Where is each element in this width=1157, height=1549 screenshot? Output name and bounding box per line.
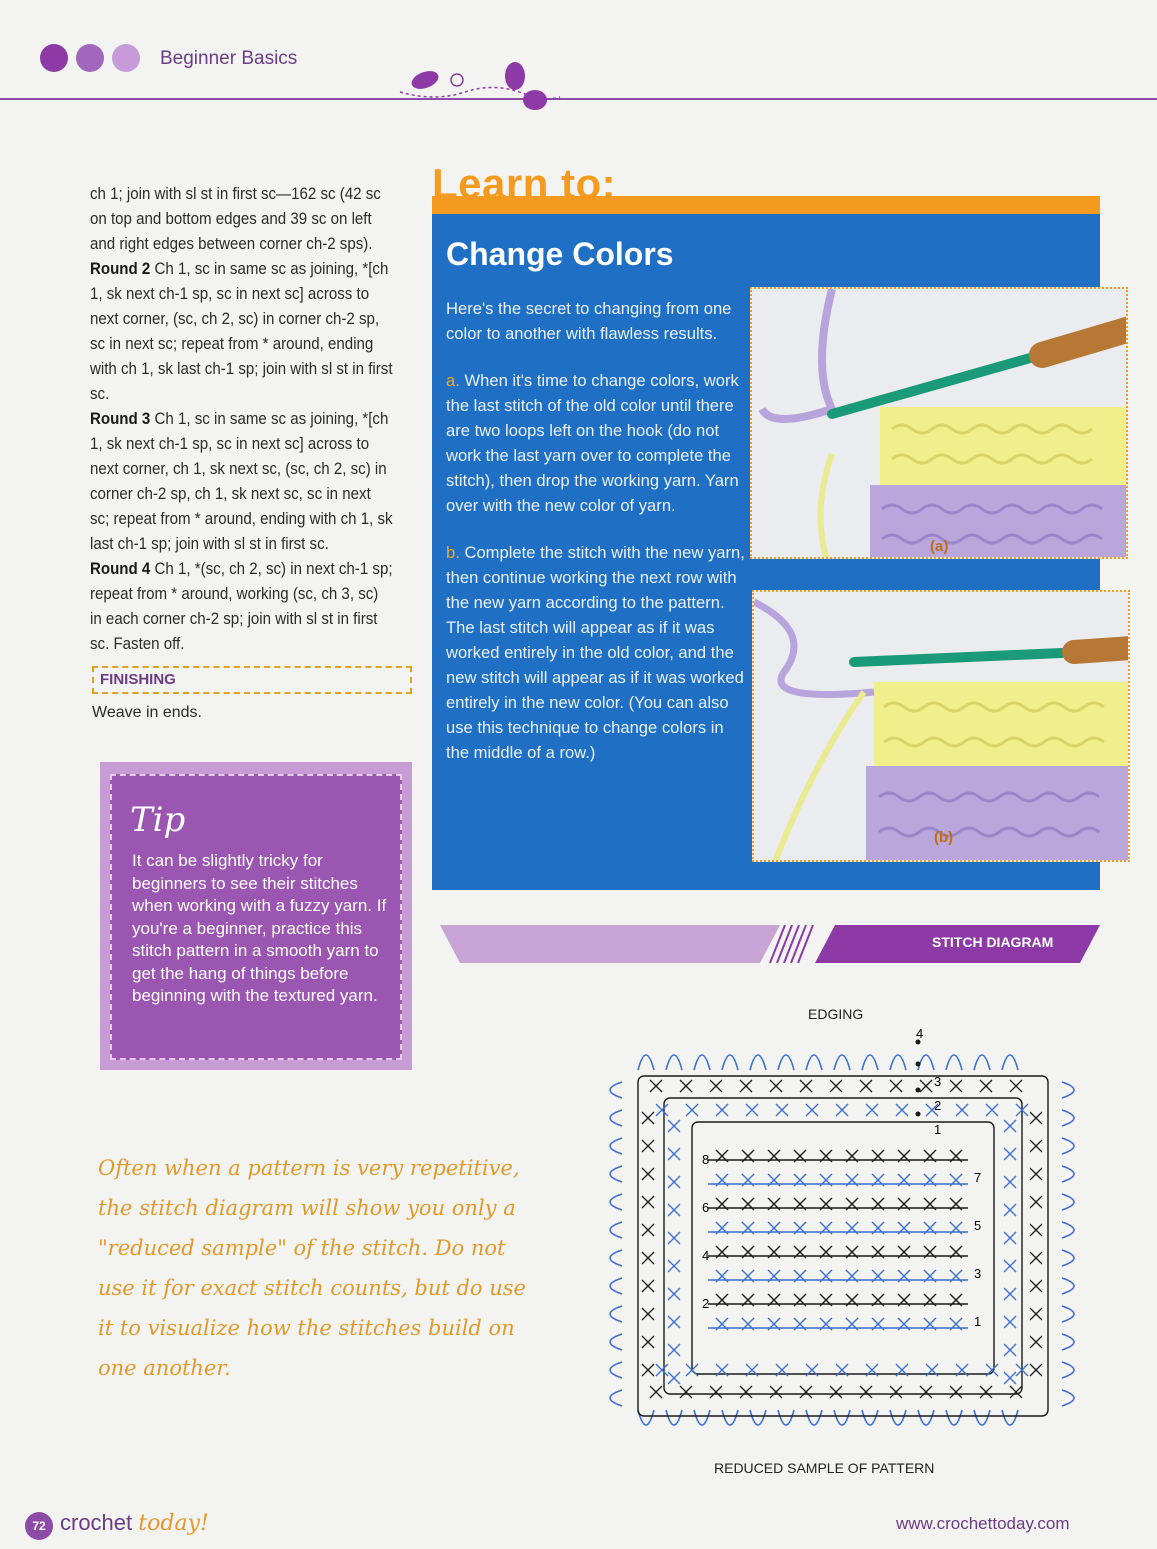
- edge-loop: [610, 1110, 622, 1126]
- section-title: Beginner Basics: [160, 48, 298, 69]
- row-number: 7: [974, 1170, 982, 1185]
- sc-stitch: [642, 1224, 654, 1236]
- edge-loop: [778, 1410, 794, 1425]
- sc-stitch: [800, 1080, 812, 1092]
- round-label: Round 3: [90, 410, 151, 428]
- step-label: a.: [446, 371, 460, 390]
- edge-loop: [890, 1410, 906, 1425]
- tip-box: [100, 762, 412, 1070]
- edge-loop: [610, 1334, 622, 1350]
- edge-loop: [610, 1082, 622, 1098]
- edge-loop: [1062, 1138, 1074, 1154]
- sc-stitch: [716, 1104, 728, 1116]
- round-3: [90, 407, 394, 557]
- edge-loop: [666, 1055, 682, 1070]
- sc-stitch: [1004, 1176, 1016, 1188]
- step-text: Complete the stitch with the new yarn, then continue working the next row with the new yarn according to the pattern. The last stitch will appear as if it was worked entirely in the old color, and the new stitch will appear as if it was worked entirely in the new color. (You can also use this technique to change colors in the middle of a row.): [446, 543, 745, 762]
- photo-a-label: (a): [930, 538, 949, 555]
- header-dot: [40, 44, 68, 72]
- step-text: When it's time to change colors, work the last stitch of the old color until there are two loops left on the hook (do not work the last yarn over to complete the stitch), then drop the working yarn. Yarn over with the new color of yarn.: [446, 371, 739, 515]
- sc-stitch: [1004, 1204, 1016, 1216]
- edge-loop: [610, 1390, 622, 1406]
- row-number: 3: [974, 1266, 982, 1281]
- edge-loop: [946, 1055, 962, 1070]
- sc-stitch: [1030, 1140, 1042, 1152]
- sc-stitch: [896, 1104, 908, 1116]
- edge-loop: [750, 1055, 766, 1070]
- sc-stitch: [668, 1372, 680, 1384]
- edge-loop: [918, 1410, 934, 1425]
- edge-loop: [806, 1055, 822, 1070]
- learn-text: [446, 296, 751, 787]
- script-note: Often when a pattern is very repetitive, the stitch diagram will show you only a "reduced sample" of the stitch. Do not use it for exact stitch counts, but do use it to visualize how the stitches build on one another.: [98, 1156, 526, 1380]
- edge-loop: [610, 1306, 622, 1322]
- edge-loop: [610, 1362, 622, 1378]
- row-number: 6: [702, 1200, 710, 1215]
- sc-stitch: [668, 1148, 680, 1160]
- round-label: Round 4: [90, 560, 151, 578]
- sc-stitch: [642, 1168, 654, 1180]
- sc-stitch: [836, 1104, 848, 1116]
- edge-loop: [694, 1410, 710, 1425]
- edge-loop: [946, 1410, 962, 1425]
- stitch-diagram: [598, 1020, 1098, 1460]
- edge-loop: [638, 1055, 654, 1070]
- edge-loop: [722, 1410, 738, 1425]
- edge-loop: [1062, 1110, 1074, 1126]
- row-number: 8: [702, 1152, 710, 1167]
- stitch-diagram-label: STITCH DIAGRAM: [932, 934, 1054, 950]
- sc-stitch: [770, 1080, 782, 1092]
- sc-stitch: [890, 1386, 902, 1398]
- sc-stitch: [642, 1252, 654, 1264]
- sc-stitch: [866, 1104, 878, 1116]
- sc-stitch: [1030, 1336, 1042, 1348]
- sc-stitch: [680, 1386, 692, 1398]
- instruction-paragraph: ch 1; join with sl st in first sc—162 sc (42 sc on top and bottom edges and 39 sc on left and right edges between corner ch-2 sps).: [90, 185, 381, 253]
- weave-text: Weave in ends.: [92, 704, 202, 721]
- sc-stitch: [776, 1104, 788, 1116]
- edge-round-number: 4: [916, 1026, 924, 1041]
- row-number: 2: [702, 1296, 710, 1311]
- crochet-swatch-b-image: [754, 592, 1130, 862]
- round-text: Ch 1, sc in same sc as joining, *[ch 1, sk next ch-1 sp, sc in next sc] across to next corner, ch 1, sk next sc, (sc, ch 2, sc) in corner ch-2 sp, ch 1, sk next sc, sc in next sc; repeat from * around, ending with ch 1, sk last ch-1 sp; join with sl st in first sc.: [90, 410, 393, 553]
- edge-loop: [1062, 1362, 1074, 1378]
- sc-stitch: [668, 1288, 680, 1300]
- sc-stitch: [1004, 1120, 1016, 1132]
- edge-loop: [610, 1138, 622, 1154]
- edge-loop: [1062, 1278, 1074, 1294]
- sc-stitch: [1004, 1260, 1016, 1272]
- photo-b-label: (b): [934, 829, 954, 846]
- round-frame: [664, 1098, 1022, 1394]
- sc-stitch: [668, 1204, 680, 1216]
- row-number: 5: [974, 1218, 982, 1233]
- edge-loop: [1062, 1306, 1074, 1322]
- header-dot: [76, 44, 104, 72]
- sc-stitch: [668, 1120, 680, 1132]
- sc-stitch: [650, 1080, 662, 1092]
- edge-loop: [918, 1055, 934, 1070]
- sc-stitch: [680, 1080, 692, 1092]
- sc-stitch: [686, 1104, 698, 1116]
- sc-stitch: [1030, 1252, 1042, 1264]
- sc-stitch: [1030, 1196, 1042, 1208]
- finishing-heading: FINISHING: [100, 671, 176, 688]
- sc-stitch: [1004, 1288, 1016, 1300]
- step-label: b.: [446, 543, 460, 562]
- sc-stitch: [1030, 1112, 1042, 1124]
- round-4: [90, 557, 394, 657]
- photo-b: [752, 590, 1130, 862]
- learn-intro: Here's the secret to changing from one color to another with flawless results.: [446, 299, 732, 343]
- edge-loop: [750, 1410, 766, 1425]
- tip-inner: [110, 774, 402, 1060]
- sc-stitch: [1004, 1148, 1016, 1160]
- edge-loop: [610, 1166, 622, 1182]
- learn-heading: Change Colors: [446, 236, 674, 272]
- sc-stitch: [1010, 1080, 1022, 1092]
- join-dot: [916, 1088, 921, 1093]
- sc-stitch: [890, 1080, 902, 1092]
- sc-stitch: [668, 1316, 680, 1328]
- sc-stitch: [642, 1308, 654, 1320]
- edge-loop: [862, 1410, 878, 1425]
- edge-loop: [974, 1410, 990, 1425]
- sc-stitch: [668, 1176, 680, 1188]
- sc-stitch: [920, 1386, 932, 1398]
- round-2: [90, 257, 394, 407]
- sc-stitch: [740, 1386, 752, 1398]
- reduced-sample-label: REDUCED SAMPLE OF PATTERN: [714, 1460, 935, 1476]
- header-dot: [112, 44, 140, 72]
- sc-stitch: [1030, 1224, 1042, 1236]
- sc-stitch: [770, 1386, 782, 1398]
- edge-loop: [1062, 1390, 1074, 1406]
- sc-stitch: [956, 1104, 968, 1116]
- edge-loop: [694, 1055, 710, 1070]
- vine-leaf-icon: [395, 62, 565, 122]
- edge-loop: [974, 1055, 990, 1070]
- row-number: 4: [702, 1248, 710, 1263]
- sc-stitch: [642, 1112, 654, 1124]
- edge-loop: [610, 1250, 622, 1266]
- crochet-swatch-a-image: [752, 289, 1128, 559]
- sc-stitch: [950, 1386, 962, 1398]
- sc-stitch: [668, 1260, 680, 1272]
- edge-loop: [890, 1055, 906, 1070]
- round-text: Ch 1, *(sc, ch 2, sc) in next ch-1 sp; repeat from * around, working (sc, ch 3, sc) in each corner ch-2 sp; join with sl st in first sc. Fasten off.: [90, 560, 393, 653]
- magazine-script: today!: [138, 1511, 209, 1536]
- edge-loop: [806, 1410, 822, 1425]
- sc-stitch: [642, 1336, 654, 1348]
- sc-stitch: [1004, 1316, 1016, 1328]
- sc-stitch: [986, 1364, 998, 1376]
- sc-stitch: [710, 1080, 722, 1092]
- edge-loop: [610, 1222, 622, 1238]
- tip-title: Tip: [130, 800, 186, 840]
- sc-stitch: [1004, 1232, 1016, 1244]
- sc-stitch: [1030, 1308, 1042, 1320]
- sc-stitch: [650, 1386, 662, 1398]
- magazine-name: crochet: [60, 1510, 133, 1535]
- sc-stitch: [710, 1386, 722, 1398]
- sc-stitch: [746, 1104, 758, 1116]
- sc-stitch: [1030, 1280, 1042, 1292]
- edge-loop: [1062, 1166, 1074, 1182]
- edge-round-number: 1: [934, 1122, 942, 1137]
- sc-stitch: [1030, 1364, 1042, 1376]
- sc-stitch: [668, 1232, 680, 1244]
- sc-stitch: [980, 1386, 992, 1398]
- edge-loop: [862, 1055, 878, 1070]
- edge-loop: [638, 1410, 654, 1425]
- edge-round-number: 3: [934, 1074, 942, 1089]
- sc-stitch: [642, 1196, 654, 1208]
- edge-loop: [834, 1055, 850, 1070]
- sc-stitch: [830, 1386, 842, 1398]
- magazine-logo: [60, 1510, 209, 1536]
- sc-stitch: [800, 1386, 812, 1398]
- header-rule: [0, 98, 1157, 100]
- tip-text: It can be slightly tricky for beginners to see their stitches when working with a fuzzy yarn. If you're a beginner, practice this stitch pattern in a smooth yarn to get the hang of things before beginning with the textured yarn.: [132, 851, 387, 1005]
- learn-title: Learn to:: [432, 160, 617, 207]
- step-b: [446, 540, 751, 765]
- sc-stitch: [950, 1080, 962, 1092]
- sc-stitch: [642, 1364, 654, 1376]
- sc-stitch: [860, 1386, 872, 1398]
- sc-stitch: [986, 1104, 998, 1116]
- pattern-instructions: [90, 182, 394, 657]
- edge-loop: [666, 1410, 682, 1425]
- sc-stitch: [980, 1080, 992, 1092]
- edge-loop: [610, 1278, 622, 1294]
- edge-loop: [1062, 1334, 1074, 1350]
- sc-stitch: [656, 1364, 668, 1376]
- edge-loop: [1002, 1410, 1018, 1425]
- edge-loop: [1062, 1222, 1074, 1238]
- sc-stitch: [920, 1080, 932, 1092]
- sc-stitch: [740, 1080, 752, 1092]
- sc-stitch: [1004, 1372, 1016, 1384]
- edge-loop: [778, 1055, 794, 1070]
- sc-stitch: [642, 1280, 654, 1292]
- sc-stitch: [830, 1080, 842, 1092]
- sc-stitch: [668, 1344, 680, 1356]
- edge-loop: [1062, 1194, 1074, 1210]
- row-number: 1: [974, 1314, 982, 1329]
- finishing-heading-box: [92, 666, 412, 694]
- website-link[interactable]: www.crochettoday.com: [896, 1514, 1070, 1533]
- round-text: Ch 1, sc in same sc as joining, *[ch 1, sk next ch-1 sp, sc in next sc] across to next corner, (sc, ch 2, sc) in corner ch-2 sp, sc in next sc; repeat from * around, ending with ch 1, sk last ch-1 sp; join with sl st in first sc.: [90, 260, 393, 403]
- edge-loop: [610, 1194, 622, 1210]
- step-a: [446, 368, 751, 518]
- edge-loop: [834, 1410, 850, 1425]
- sc-stitch: [642, 1140, 654, 1152]
- sc-stitch: [806, 1104, 818, 1116]
- edge-round-number: 2: [934, 1098, 942, 1113]
- photo-a: [750, 287, 1128, 559]
- sc-stitch: [860, 1080, 872, 1092]
- sc-stitch: [1004, 1344, 1016, 1356]
- header-dots: [40, 44, 140, 72]
- sc-stitch: [1030, 1168, 1042, 1180]
- join-dot: [916, 1112, 921, 1117]
- edge-loop: [722, 1055, 738, 1070]
- join-dot: [916, 1062, 921, 1067]
- sc-stitch: [656, 1104, 668, 1116]
- edge-loop: [1062, 1082, 1074, 1098]
- edging-label: EDGING: [808, 1006, 864, 1022]
- round-label: Round 2: [90, 260, 151, 278]
- edge-loop: [1002, 1055, 1018, 1070]
- page-number: 72: [25, 1512, 53, 1540]
- edge-loop: [1062, 1250, 1074, 1266]
